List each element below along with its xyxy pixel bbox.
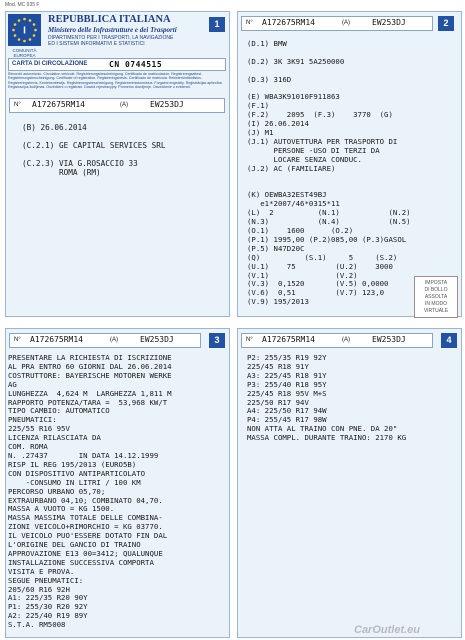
card-label: CARTA DI CIRCOLAZIONE <box>12 61 88 67</box>
text-line: P4: 255/45 R17 98W <box>247 415 327 425</box>
text-line: (N.3) (N.4) (N.5) <box>247 217 411 227</box>
text-line: (V.6) 0,51 (V.7) 123,0 <box>247 288 385 298</box>
text-line: e1*2007/46*0315*11 <box>247 199 340 209</box>
text-line: (D.2) 3K 3K91 5A250000 <box>247 56 345 66</box>
text-line: 225/50 R17 94V <box>247 397 309 407</box>
card-title-box <box>8 58 226 71</box>
cover-header <box>8 14 224 95</box>
panel-2 <box>237 11 462 317</box>
text-line: A4: 225/50 R17 94W <box>247 406 327 416</box>
text-line: RAPPORTO POTENZA/TARA = 53,968 KW/T <box>8 397 168 407</box>
number-prefix: N° <box>14 337 21 343</box>
registration-number: A172675RM14 <box>32 100 85 109</box>
text-line: A3: 225/45 R18 91Y <box>247 370 327 380</box>
plate-number: EW253DJ <box>150 100 184 109</box>
stamp-line: VIRTUALE <box>423 308 449 314</box>
panel-1-number: 1 <box>209 17 225 32</box>
plate-number: EW253DJ <box>372 335 406 344</box>
text-line: (J) M1 <box>247 128 274 138</box>
eu-emblem-letter: I <box>23 25 26 37</box>
emblem-caption: COMUNITÀ EUROPEA <box>12 48 37 58</box>
text-line: AG <box>8 379 17 389</box>
card-number: CN 0744515 <box>109 60 163 69</box>
form-id: Mod. MC 935 F <box>5 2 40 8</box>
text-line: SEGUE PNEUMATICI: <box>8 575 84 585</box>
text-line: (V.3) 0,1520 (V.5) 0,0000 <box>247 279 389 289</box>
text-line: (B) 26.06.2014 <box>22 123 87 132</box>
text-line: ROMA (RM) <box>22 167 101 177</box>
text-line: COSTRUTTORE: BAYERISCHE MOTOREN WERKE <box>8 370 172 380</box>
text-line: (C.2.3) VIA G.ROSACCIO 33 <box>22 158 138 168</box>
stamp-line: IN MODO <box>425 301 447 307</box>
registration-number-box <box>241 333 433 348</box>
panel-2-number: 2 <box>438 16 454 31</box>
text-line: P3: 255/40 R18 95Y <box>247 379 327 389</box>
text-line: VISITA E PROVA. <box>8 566 75 576</box>
text-line: (L) 2 (N.1) (N.2) <box>247 208 411 218</box>
text-line: COM. ROMA <box>8 442 48 452</box>
panel-3-number: 3 <box>209 333 225 348</box>
text-line: (P.1) 1995,00 (P.2)085,00 (P.3)GASOL <box>247 234 407 244</box>
panel-4 <box>237 328 462 638</box>
text-line: NON ATTA AL TRAINO CON PNE. DA 20" <box>247 424 398 434</box>
text-line: P1: 255/30 R20 92Y <box>8 602 88 612</box>
department-line-2: ED I SISTEMI INFORMATIVI E STATISTICI <box>48 41 145 47</box>
text-line: (D.3) 316D <box>247 74 292 84</box>
text-line: APPROVAZIONE E13 00=3412; QUALUNQUE <box>8 548 163 558</box>
text-line: 205/60 R16 92H <box>8 584 70 594</box>
text-line: (E) WBA3K91010F911863 <box>247 92 340 102</box>
a-label: (A) <box>342 337 350 343</box>
text-line: L'ORIGINE DEL GANCIO DI TRAINO <box>8 540 141 550</box>
text-line: (Q) (S.1) 5 (S.2) <box>247 252 398 262</box>
panel-1-lines <box>22 124 165 177</box>
number-prefix: N° <box>246 20 253 26</box>
text-line: P2: 255/35 R19 92Y <box>247 353 327 362</box>
registration-number-box <box>9 333 201 348</box>
text-line: (F.1) <box>247 101 270 111</box>
stamp-line: IMPOSTA <box>424 280 448 286</box>
republic-title: REPUBBLICA ITALIANA <box>48 14 171 25</box>
text-line: N. .27437 IN DATA 14.12.1999 <box>8 450 159 460</box>
a-label: (A) <box>120 102 128 108</box>
ministry-title: Ministero delle Infrastrutture e dei Trasporti <box>48 26 177 34</box>
a-label: (A) <box>342 20 350 26</box>
text-line: MASSA A VUOTO = KG 1500. <box>8 504 115 514</box>
text-line: (K) OEWBA32EST49BJ <box>247 190 327 200</box>
text-line: MASSA MASSIMA TOTALE DELLE COMBINA- <box>8 513 163 523</box>
eu-stars-icon <box>8 14 41 46</box>
number-prefix: N° <box>14 102 21 108</box>
text-line: IL VEICOLO PUO'ESSERE DOTATO FIN DAL <box>8 531 168 541</box>
text-line: (D.1) BMW <box>247 39 287 48</box>
plate-number: EW253DJ <box>140 335 174 344</box>
plate-number: EW253DJ <box>372 18 406 27</box>
text-line: (J.2) AC (FAMILIARE) <box>247 163 336 173</box>
text-line: (U.1) 75 (U.2) 3000 <box>247 261 393 271</box>
text-line: 225/45 R18 95V M+S <box>247 388 327 398</box>
panel-1 <box>5 11 230 317</box>
text-line: MASSA COMPL. DURANTE TRAINO: 2170 KG <box>247 433 407 443</box>
text-line: A2: 225/40 R19 89Y <box>8 611 88 621</box>
text-line: (O.1) 1600 (O.2) <box>247 226 354 236</box>
text-line: LICENZA RILASCIATA DA <box>8 433 101 443</box>
text-line: RISP IL REG 195/2013 (EURO5B) <box>8 459 137 469</box>
text-line: LUNGHEZZA 4,624 M LARGHEZZA 1,811 M <box>8 388 172 398</box>
text-line: PERSONE -USO DI TERZI DA <box>247 145 380 155</box>
registration-number-box <box>9 98 225 113</box>
text-line: (J.1) AUTOVETTURA PER TRASPORTO DI <box>247 136 398 146</box>
department-line-1: DIPARTIMENTO PER I TRASPORTI, LA NAVIGAZIONE <box>48 35 174 41</box>
eu-emblem-icon <box>8 14 41 46</box>
text-line: -CONSUMO IN LITRI / 100 KM <box>8 477 141 487</box>
panel-4-number: 4 <box>441 333 457 348</box>
panel-4-lines <box>247 354 406 443</box>
text-line: (I) 26.06.2014 <box>247 119 309 129</box>
panel-3 <box>5 328 230 638</box>
stamp-line: DI BOLLO <box>424 287 448 293</box>
text-line: A1: 225/35 R20 90Y <box>8 593 88 603</box>
text-line: ZIONI VEICOLO+RIMORCHIO = KG 03770. <box>8 522 163 532</box>
text-line: PNEUMATICI: <box>8 415 57 425</box>
text-line: PERCORSO URBANO 05,70; <box>8 486 106 496</box>
text-line: S.T.A. RM5008 <box>8 620 66 630</box>
stamp-line: ASSOLTA <box>424 294 448 300</box>
text-line: AL PRA ENTRO 60 GIORNI DAL 26.06.2014 <box>8 361 172 371</box>
text-line: 225/55 R16 95V <box>8 424 70 434</box>
text-line: EXTRAURBANO 04,10; COMBINATO 04,70. <box>8 495 163 505</box>
registration-number: A172675RM14 <box>262 18 315 27</box>
number-prefix: N° <box>246 337 253 343</box>
text-line: PRESENTARE LA RICHIESTA DI ISCRIZIONE <box>8 353 172 362</box>
panel-3-lines <box>8 354 172 630</box>
registration-number: A172675RM14 <box>30 335 83 344</box>
legal-multilingual-text: Rimorchi autoveicolo. Circolation vehicule. Registrierungsbescheinigung. Certificado de matriculación. Registreringsattest. Registrierungsbescheinigung. Certificate of registration. Registreringsbevis. Certificado de matrícula. Rekisteröintitodistus. Registreringsbevis. Kentekenbewijs. Registrierungsbescheinigung. Registreerimistunnistus. Forgalmi engedély. Reģistrācijas apliecība. Registracijos liudijimas. Osvědčení o registraci. Dowód rejestracyjny. Prometno dovoljenje. Osvedčenie o evidencii. <box>8 72 223 89</box>
text-line: TIPO CAMBIO: AUTOMATICO <box>8 406 110 416</box>
watermark: CarOutlet.eu <box>354 624 421 636</box>
text-line: (F.2) 2095 (F.3) 3770 (G) <box>247 110 393 120</box>
registration-number-box <box>241 16 433 31</box>
text-line: (V.1) (V.2) <box>247 270 358 280</box>
text-line: LOCARE SENZA CONDUC. <box>247 154 362 164</box>
panel-2-lines <box>247 40 411 307</box>
text-line: 225/45 R18 91Y <box>247 361 309 371</box>
text-line: (V.9) 195/2013 <box>247 297 309 307</box>
text-line: INSTALLAZIONE SUCCESSIVA COMPORTA <box>8 557 154 567</box>
text-line: (C.2.1) GE CAPITAL SERVICES SRL <box>22 140 166 150</box>
tax-stamp <box>414 276 458 318</box>
text-line: CON DISPOSITIVO ANTIPARTICOLATO <box>8 468 146 478</box>
text-line: (P.5) N47D20C <box>247 243 305 253</box>
registration-number: A172675RM14 <box>262 335 315 344</box>
a-label: (A) <box>110 337 118 343</box>
